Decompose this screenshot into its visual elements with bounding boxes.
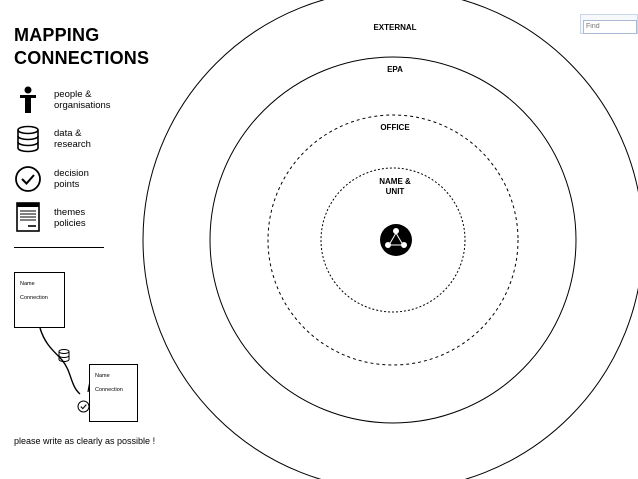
ring-label-office: OFFICE bbox=[380, 123, 410, 132]
legend-decision-line2: points bbox=[54, 179, 80, 190]
ring-label-epa: EPA bbox=[387, 65, 403, 74]
team-network-icon bbox=[380, 224, 412, 256]
legend-themes-line1: themes bbox=[54, 207, 86, 218]
card-1-connection: Connection bbox=[20, 295, 48, 301]
card-2-connection: Connection bbox=[95, 387, 123, 393]
find-box bbox=[580, 14, 638, 34]
ring-label-unit-1: NAME & bbox=[379, 177, 411, 186]
ring-label-unit-2: UNIT bbox=[385, 187, 405, 196]
card-1-name: Name bbox=[20, 281, 35, 287]
title-line-1: MAPPING bbox=[14, 25, 100, 45]
ring-label-external: EXTERNAL bbox=[373, 23, 417, 32]
legend-people-line2: organisations bbox=[54, 100, 111, 111]
legend-data-line1: data & bbox=[54, 128, 82, 139]
legend-data-line2: research bbox=[54, 139, 91, 150]
title-line-2: CONNECTIONS bbox=[14, 48, 150, 68]
legend-themes-line2: policies bbox=[54, 218, 86, 229]
legend-decision-line1: decision bbox=[54, 168, 89, 179]
legend-people-line1: people & bbox=[54, 89, 92, 100]
find-input[interactable] bbox=[583, 20, 637, 34]
instruction-note: please write as clearly as possible ! bbox=[14, 436, 156, 446]
card-2-name: Name bbox=[95, 373, 110, 379]
